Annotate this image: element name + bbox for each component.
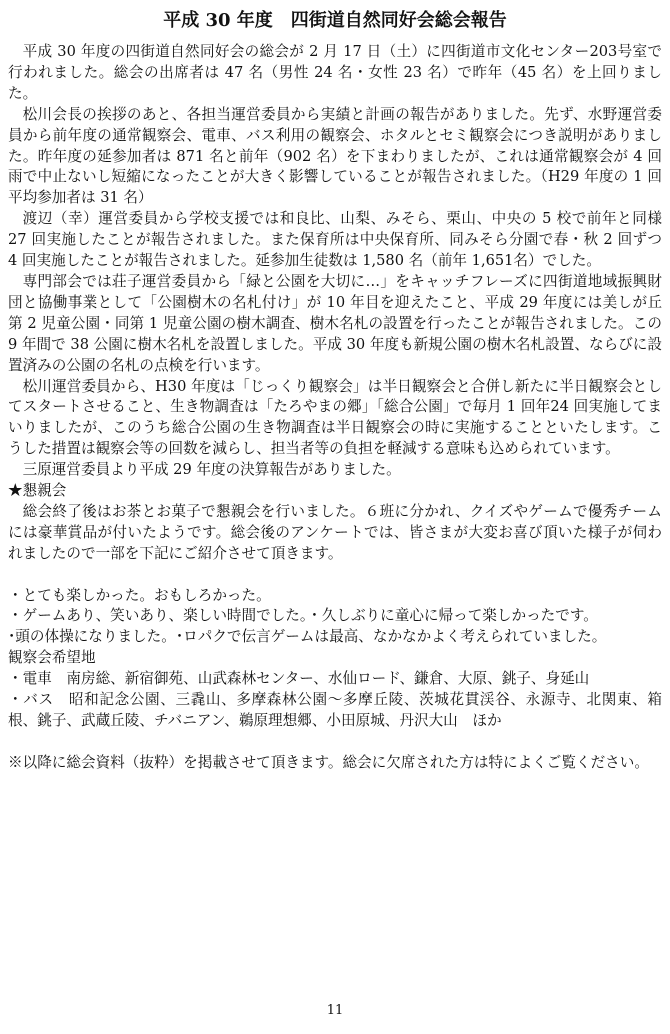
page-number: 11 [326,1003,344,1018]
report-title: 平成 30 年度 四街道自然同好会総会報告 [163,10,507,31]
comment-line: ・とても楽しかった。おもしろかった。 [8,586,271,604]
wish-bus: ・バス 昭和記念公園、三毳山、多摩森林公園～多摩丘陵、茨城花貫渓谷、永源寺、北関東、箱根、銚子、武蔵丘陵、チバニアン、鵜原理想郷、小田原城、丹沢大山 ほか [8,691,662,729]
paragraph-school-support: 渡辺（幸）運営委員から学校支援では和良比、山梨、みそら、栗山、中央の 5 校で前年と同様 27 回実施したことが報告されました。また保育所は中央保育所、同みそら分園で春・秋 2 回ずつ 4 回実施したことが報告されました。延参加生徒数は 1,580 名（前年 1,651名）でした。 [8,210,662,270]
paragraph-financial-report: 三原運営委員より平成 29 年度の決算報告がありました。 [22,461,401,479]
paragraph-observation-report: 松川会長の挨拶のあと、各担当運営委員から実績と計画の報告がありました。先ず、水野運営委員から前年度の通常観察会、電車、バス利用の観察会、ホタルとセミ観察会につき説明がありました。昨年度の延参加者は 871 名と前年（902 名）を下まわりましたが、これは通常観察会が 4 回雨で中止ないし短縮になったことが大きく影響していることが報告されました。（H29 年度の 1 回平均参加者は 31 名） [8,105,662,207]
spacer [8,732,662,753]
closing-note: ※以降に総会資料（抜粋）を掲載させて頂きます。総会に欠席された方は特によくご覧ください。 [8,753,649,771]
spacer [8,565,662,586]
report-body [8,42,662,774]
comment-line: ･頭の体操になりました。･ロパクで伝言ゲームは最高、なかなかよく考えられていました。 [8,628,607,646]
paragraph-tree-nameplates: 専門部会では荘子運営委員から「緑と公園を大切に…」をキャッチフレーズに四街道地域振興財団と協働事業として「公園樹木の名札付け」が 10 年目を迎えたこと、平成 29 年度には美しが丘第 2 児童公園・同第 1 児童公園の樹木調査、樹木名札の設置を行ったことが報告されました。この 9 年間で 38 公園に樹木名札を設置しました。平成 30 年度も新規公園の樹木名札設置、ならびに設置済みの公園の名札の点検を行います。 [8,272,662,374]
paragraph-new-plan: 松川運営委員から、H30 年度は「じっくり観察会」は半日観察会と合併し新たに半日観察会としてスタートさせること、生き物調査は「たろやまの郷」「総合公園」で毎月 1 回年24 回実施してまいりましたが、このうち総合公園の生き物調査は半日観察会の時に実施することといたします。こうした措置は観察会等の回数を減らし、担当者等の負担を軽減する意味も込められています。 [8,377,662,458]
comment-line: ・ゲームあり、笑いあり、楽しい時間でした。・久しぶりに童心に帰って楽しかったです。 [8,607,598,625]
paragraph-social: 総会終了後はお茶とお菓子で懇親会を行いました。６班に分かれ、クイズやゲームで優秀チームには豪華賞品が付いたようです。総会後のアンケートでは、皆さまが大変お喜び頂いた様子が伺われましたので一部を下記にご紹介させて頂きます。 [8,502,662,562]
social-heading: ★懇親会 [8,482,67,500]
paragraph-attendance: 平成 30 年度の四街道自然同好会の総会が 2 月 17 日（土）に四街道市文化センター203号室で行われました。総会の出席者は 47 名（男性 24 名・女性 23 名）で昨年（45 名）を上回りました。 [8,43,662,102]
wish-train: ・電車 南房総、新宿御苑、山武森林センター、水仙ロード、鎌倉、大原、銚子、身延山 [8,670,590,688]
wish-heading: 観察会希望地 [8,649,96,667]
